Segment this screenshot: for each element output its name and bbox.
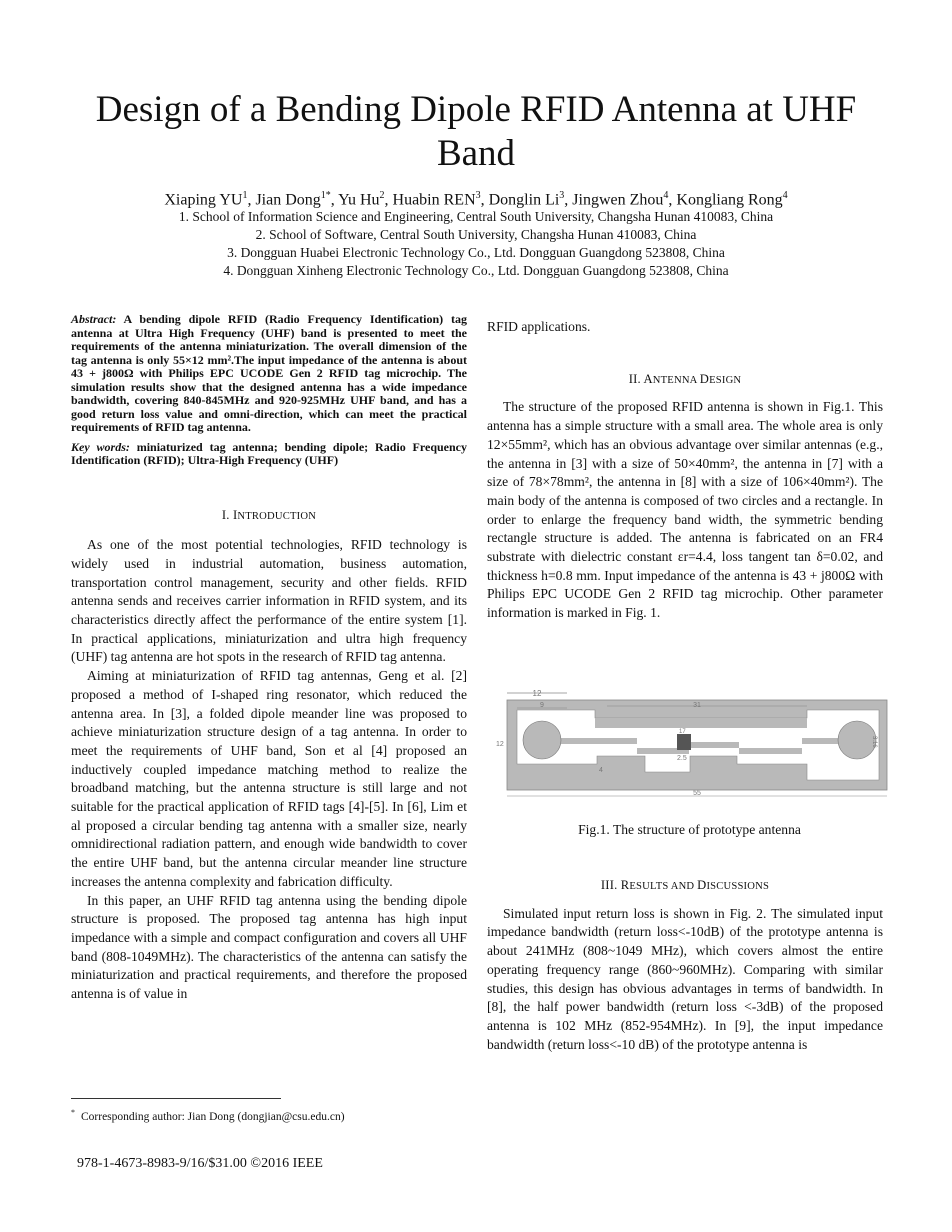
continued-text: RFID applications.	[487, 319, 591, 334]
dim-label-12: 12	[532, 689, 542, 698]
footnote-text: Corresponding author: Jian Dong (dongjian@csu.edu.cn)	[81, 1110, 345, 1123]
results-paragraph: Simulated input return loss is shown in Fig. 2. The simulated input impedance bandwidth (return loss<-10dB) of the prototype antenna is about 241MHz (808~1049 MHz), which covers almost the entire operating frequency range (860~960MHz). Comparing with similar studies, this design has obvious advantages in terms of bandwidth. In [8], the half power bandwidth (return loss <-3dB) of the proposed antenna is 102 MHz (852-954MHz). In [9], the input impedance bandwidth (return loss<-10 dB) of the prototype antenna is	[487, 905, 883, 1052]
abstract-label: Abstract:	[71, 312, 117, 326]
affiliation: 3. Dongguan Huabei Electronic Technology Co., Ltd. Dongguan Guangdong 523808, China	[227, 245, 725, 260]
author: Jingwen Zhou	[572, 191, 664, 209]
dim-label-9: 9	[540, 702, 544, 709]
intro-paragraph: In this paper, an UHF RFID tag antenna using the bending dipole structure is proposed. The proposed tag antenna has high input impedance with a simple and compact configuration and covers all UHF band (808-1049MHz). The characteristics of the antenna can satisfy the miniaturization and practical requirements, and therefore the proposed antenna is of value in	[71, 892, 467, 1002]
left-column	[71, 313, 467, 1004]
right-column	[487, 318, 883, 623]
author: Jian Dong	[255, 191, 321, 209]
section-heading-introduction: I. INTRODUCTION	[221, 507, 317, 522]
design-paragraph: The structure of the proposed RFID antenna is shown in Fig.1. This antenna has a simple structure with a small area. The whole area is only 12×55mm², which has an obvious advantage over similar antennas (e.g., the antenna in [3] with a size of 50×40mm², the antenna in [7] with a size of 78×78mm², the antenna in [8] with a size of 106×40mm²). The main body of the antenna is composed of two circles and a rectangle. In order to enlarge the frequency band width, the symmetric bending rectangle structure is added. The antenna is fabricated on an FR4 substrate with dielectric constant εr=4.4, loss tangent tan δ=0.02, and thickness h=0.8 mm. Input impedance of the antenna is 43 + j800Ω with Philips EPC UCODE Gen 2 RFID tag microchip. Other parameter information is marked in Fig. 1.	[487, 399, 883, 621]
intro-paragraph: As one of the most potential technologies, RFID technology is widely used in industrial automation, business automation, transportation control management, security and other fields. RFID antenna sends and receives carrier information in RFID system, and its characteristics directly affect the performance of the entire system [1]. In practical applications, miniaturization and ultra high frequency (UHF) tag antenna are hot spots in the research of RFID tag antenna.	[71, 537, 467, 665]
affiliation: 4. Dongguan Xinheng Electronic Technology Co., Ltd. Dongguan Guangdong 523808, China	[223, 263, 729, 278]
antenna-structure-figure	[487, 688, 892, 800]
author: Kongliang Rong	[676, 191, 783, 209]
keywords-text: miniaturized tag antenna; bending dipole; Radio Frequency Identification (RFID); Ultra-High Frequency (UHF)	[71, 439, 467, 467]
dim-label-55: 55	[693, 790, 701, 797]
paper-title: Design of a Bending Dipole RFID Antenna at UHF Band	[95, 89, 857, 174]
antenna-top-bar	[595, 718, 807, 728]
affiliation-list	[40, 208, 912, 280]
left-circle	[523, 721, 561, 759]
affiliation: 2. School of Software, Central South University, Changsha Hunan 410083, China	[255, 227, 697, 242]
dim-label-4: 4	[599, 767, 603, 774]
dim-label-12-vertical: 12	[496, 741, 504, 748]
dim-label-17: 17	[679, 729, 686, 735]
author: Xiaping YU	[164, 191, 243, 209]
footnote-divider	[71, 1098, 281, 1099]
section-heading-results: III. RESULTS AND DISCUSSIONS	[600, 878, 770, 892]
keywords-label: Key words:	[71, 439, 130, 454]
right-column-lower	[487, 876, 883, 1054]
author: Huabin REN	[392, 191, 476, 209]
copyright-line: 978-1-4673-8983-9/16/$31.00 ©2016 IEEE	[77, 1156, 323, 1171]
figure-caption: Fig.1. The structure of prototype antenna	[578, 822, 801, 837]
section-heading-design: II. ANTENNA DESIGN	[628, 371, 742, 386]
author: Yu Hu	[338, 191, 380, 209]
author: Donglin Li	[488, 191, 560, 209]
dim-label-316: 3.16	[871, 736, 877, 748]
author-list: Xiaping $YU^1$, Jian Dong$^{1*}$, Yu Hu$^2$, Huabin REN$^3$, Donglin Li$^3$, Jingwen Zhou$^4$, Kongliang Rong$^4$	[164, 190, 788, 209]
intro-paragraph: Aiming at miniaturization of RFID tag antennas, Geng et al. [2] proposed a method of I-shaped ring resonator, which reduced the antenna area. In [3], a folded dipole meander line was proposed to achieve miniaturization structure design of a tag antenna. In order to meet the requirements of UHF band, Son et al [4] proposed an inductively coupled impedance matching method to realize the broadband matching, but the antenna structure is still large and not suitable for the practical application of RFID tags [4]-[5]. In [6], Lim et al proposed a circular bending tag antenna with a smaller size, nearly omnidirectional radiation pattern, and enough wide bandwidth to cover the entire UHF band, but the antenna circular meander line structure increases the antenna complexity and fabrication difficulty.	[71, 668, 467, 889]
keywords	[71, 441, 467, 468]
footnote: * Corresponding author: Jian Dong (dongjian@csu.edu.cn)	[71, 1108, 345, 1123]
affiliation: 1. School of Information Science and Engineering, Central South University, Changsha Hunan 410083, China	[178, 209, 774, 224]
tag-chip	[677, 734, 691, 750]
right-circle	[838, 721, 876, 759]
dim-label-25: 2.5	[677, 755, 687, 762]
abstract	[71, 313, 467, 435]
abstract-text: A bending dipole RFID (Radio Frequency Identification) tag antenna at Ultra High Frequency (UHF) band is presented to meet the requirements of the antenna miniaturization. The overall dimension of the tag antenna is only 55×12 mm².The input impedance of the antenna is about 43 + j800Ω with Philips EPC UCODE Gen 2 RFID tag microchip. The simulation results show that the designed antenna has a wide impedance bandwidth, covering 840-845MHz and 920-925MHz UHF band, and has a good return loss value and omni-direction, which can meet the practical requirements of RFID tag antenna.	[71, 312, 468, 434]
dim-label-31: 31	[693, 702, 701, 709]
